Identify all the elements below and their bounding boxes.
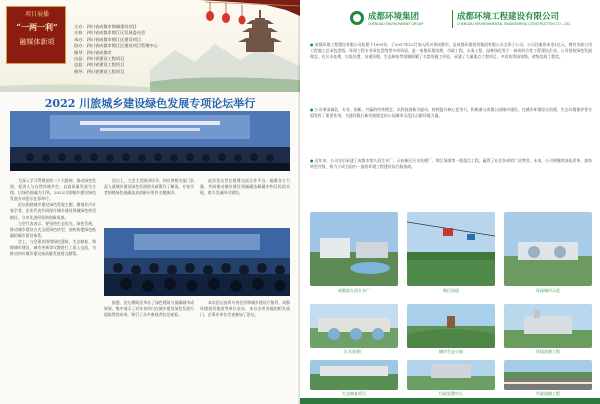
paragraph: 为深入学习贯彻党的二十大精神，推动绿色发展，促进人与自然和谐共生，以高质量发展为主线，以绿色低碳为引领，2022川旅城乡建设绿色发展专项论坛在蓉举行。 [10,178,96,202]
article-column-5 [200,300,290,400]
paragraph: 与会代表表示，要坚持生态优先、绿色发展，推动城乡建设方式全面绿色转型，加快构建绿色低碳的城乡建设体系。 [10,220,96,238]
paragraph: 此次论坛旨在搭建交流合作平台，凝聚各方力量，共同推动城乡建设领域碳达峰碳中和目标的实现，助力美丽四川建设。 [200,178,290,196]
credit-line: 总监：四川省建设工程项目 [74,62,125,68]
badge-line1: 项目展播 [24,11,49,18]
footer-band [300,398,600,404]
project-photo [504,212,592,286]
article-title: 2022 川旅城乡建设绿色发展专项论坛举行 [44,97,256,110]
bullet-icon: ● [310,107,315,112]
article-column-4 [104,300,194,400]
credits-block [74,24,254,75]
company-logo-icon [350,11,364,25]
paragraph: 近年来，公司先后承建了成都市第九再生水厂、天府新区污水处理厂、锦江绿道等一批重点工程，赢得了社会各界的广泛赞誉。未来，公司将继续深化改革，加快转型升级，致力于成为国内一流的环境工程建设综合服务商。 [310,158,592,169]
project-photo [407,212,495,286]
credit-line: 指导：四川省建设工程项目 [74,68,125,74]
credit-line: 协办：四川省成都市锦江区建设项目管理中心 [74,43,158,49]
company-intro-2 [310,107,592,155]
group-name: 成都环境集团 [368,12,420,22]
project-photo [407,304,495,348]
project-photo [310,212,398,286]
bullet-icon: ● [310,158,315,163]
forum-stage-photo [10,111,290,171]
credit-line: 指导：四川省成都市 [74,49,112,55]
header-art [0,0,300,92]
photo-caption: 锦江绿道 [443,288,459,293]
header-divider [452,10,453,28]
paragraph: 成都环境工程建设有限公司始建于1993年，于2017年12月加入四川省成都市，是成都环境投资集团有限公司全资子公司。公司注册资本金1亿元，拥有市政公用工程施工总承包壹级、环保工程专业承包壹级等多项资质，是一家集环境治理、市政工程、水务工程、园林绿化等于一体的综合性工程建设企业。公司坚持绿色发展理念，在污水处理、垃圾处置、河道治理、生态修复等领域积累了丰富的施工经验，承建了大量重点工程项目，多次获得国家级、省级优质工程奖。 [310,42,592,59]
company-name-en: CHENGDU ENVIRONMENTAL ENGINEERING CONSTRUCTION CO., LTD. [457,22,571,26]
company-name: 成都环境工程建设有限公司 [457,12,560,22]
bullet-icon: ● [310,42,315,47]
paragraph: 论坛围绕城乡建设绿色发展主题，邀请业内专家学者、企业代表共同探讨城乡建设领域绿色转型路径，分享先进经验和创新成果。 [10,202,96,220]
credit-line: 出品：四川省建设工程项目 [74,56,125,62]
company-header [300,0,600,38]
project-photo-item [407,212,495,296]
paragraph: 论坛上，大会主旨演讲环节，四川省相关部门负责人就城乡建设绿色发展相关政策作了解读，专家学者围绕绿色低碳技术创新应用作主题演讲。 [104,178,194,196]
paragraph: 公司秉承诚信、专业、创新、共赢的经营理念，以科技创新为驱动，持续提升核心竞争力，积极参与成都公园城市建设，在城乡环境综合治理、生态环境保护等方面发挥了重要作用，为建设践行新发展理念的公园城市示范区贡献环境力量。 [310,107,592,118]
company-intro-3 [310,158,592,208]
project-photo-item [310,212,398,296]
project-photo-item [504,212,592,296]
credit-line: 承办：四川省成都市锦江区建设项目 [74,36,142,42]
photo-caption: 环保城市示范 [536,288,560,293]
photo-caption: 城市生态公园 [439,349,463,354]
paragraph: 据悉，论坛期间还举办了绿色建筑与低碳城市成果展，集中展示了近年来四川在城乡建设绿色发展方面取得的成效，吸引了众多参观者驻足观看。 [104,300,194,318]
forum-audience-photo [104,228,290,296]
badge-line2: “一两一利” [16,22,58,32]
project-photo-grid [310,212,592,398]
article-column-3 [200,178,290,226]
article-column-1 [10,178,96,398]
article-column-2 [104,178,194,228]
project-photo [504,360,592,390]
project-photo [407,360,495,390]
photo-caption: 成都第九再生水厂 [338,288,370,293]
group-name-en: CHENGDU ENVIRONMENT GROUP [368,22,424,26]
project-photo [310,304,398,348]
credit-line: 支持：四川省成都市锦江区发展委员会 [74,30,146,36]
project-photo [310,360,398,390]
paragraph: 本次论坛由四川省住房和城乡建设厅指导，成都环境投资集团等单位承办，来自全省各地的相关部门、企事业单位代表参加了论坛。 [200,300,290,318]
photo-caption: 市政道路工程 [536,391,560,396]
photo-caption: 垃圾处置中心 [439,391,463,396]
badge-line3: 融媒体新项 [19,38,55,46]
column-badge [6,6,66,64]
right-page [300,0,600,404]
company-intro-1 [310,42,592,104]
photo-caption: 环境治理工程 [536,349,560,354]
photo-caption: 污水处理厂 [344,349,364,354]
credit-line: 主办：四川省成都市锦城建设项目 [74,24,137,29]
photo-caption: 生态修复项目 [342,391,366,396]
project-photo [504,304,592,348]
paragraph: 会上，与会嘉宾围绕绿色建筑、生态修复、海绵城市建设、城市更新等议题进行了深入交流，为推动四川城乡建设高质量发展建言献策。 [10,238,96,257]
